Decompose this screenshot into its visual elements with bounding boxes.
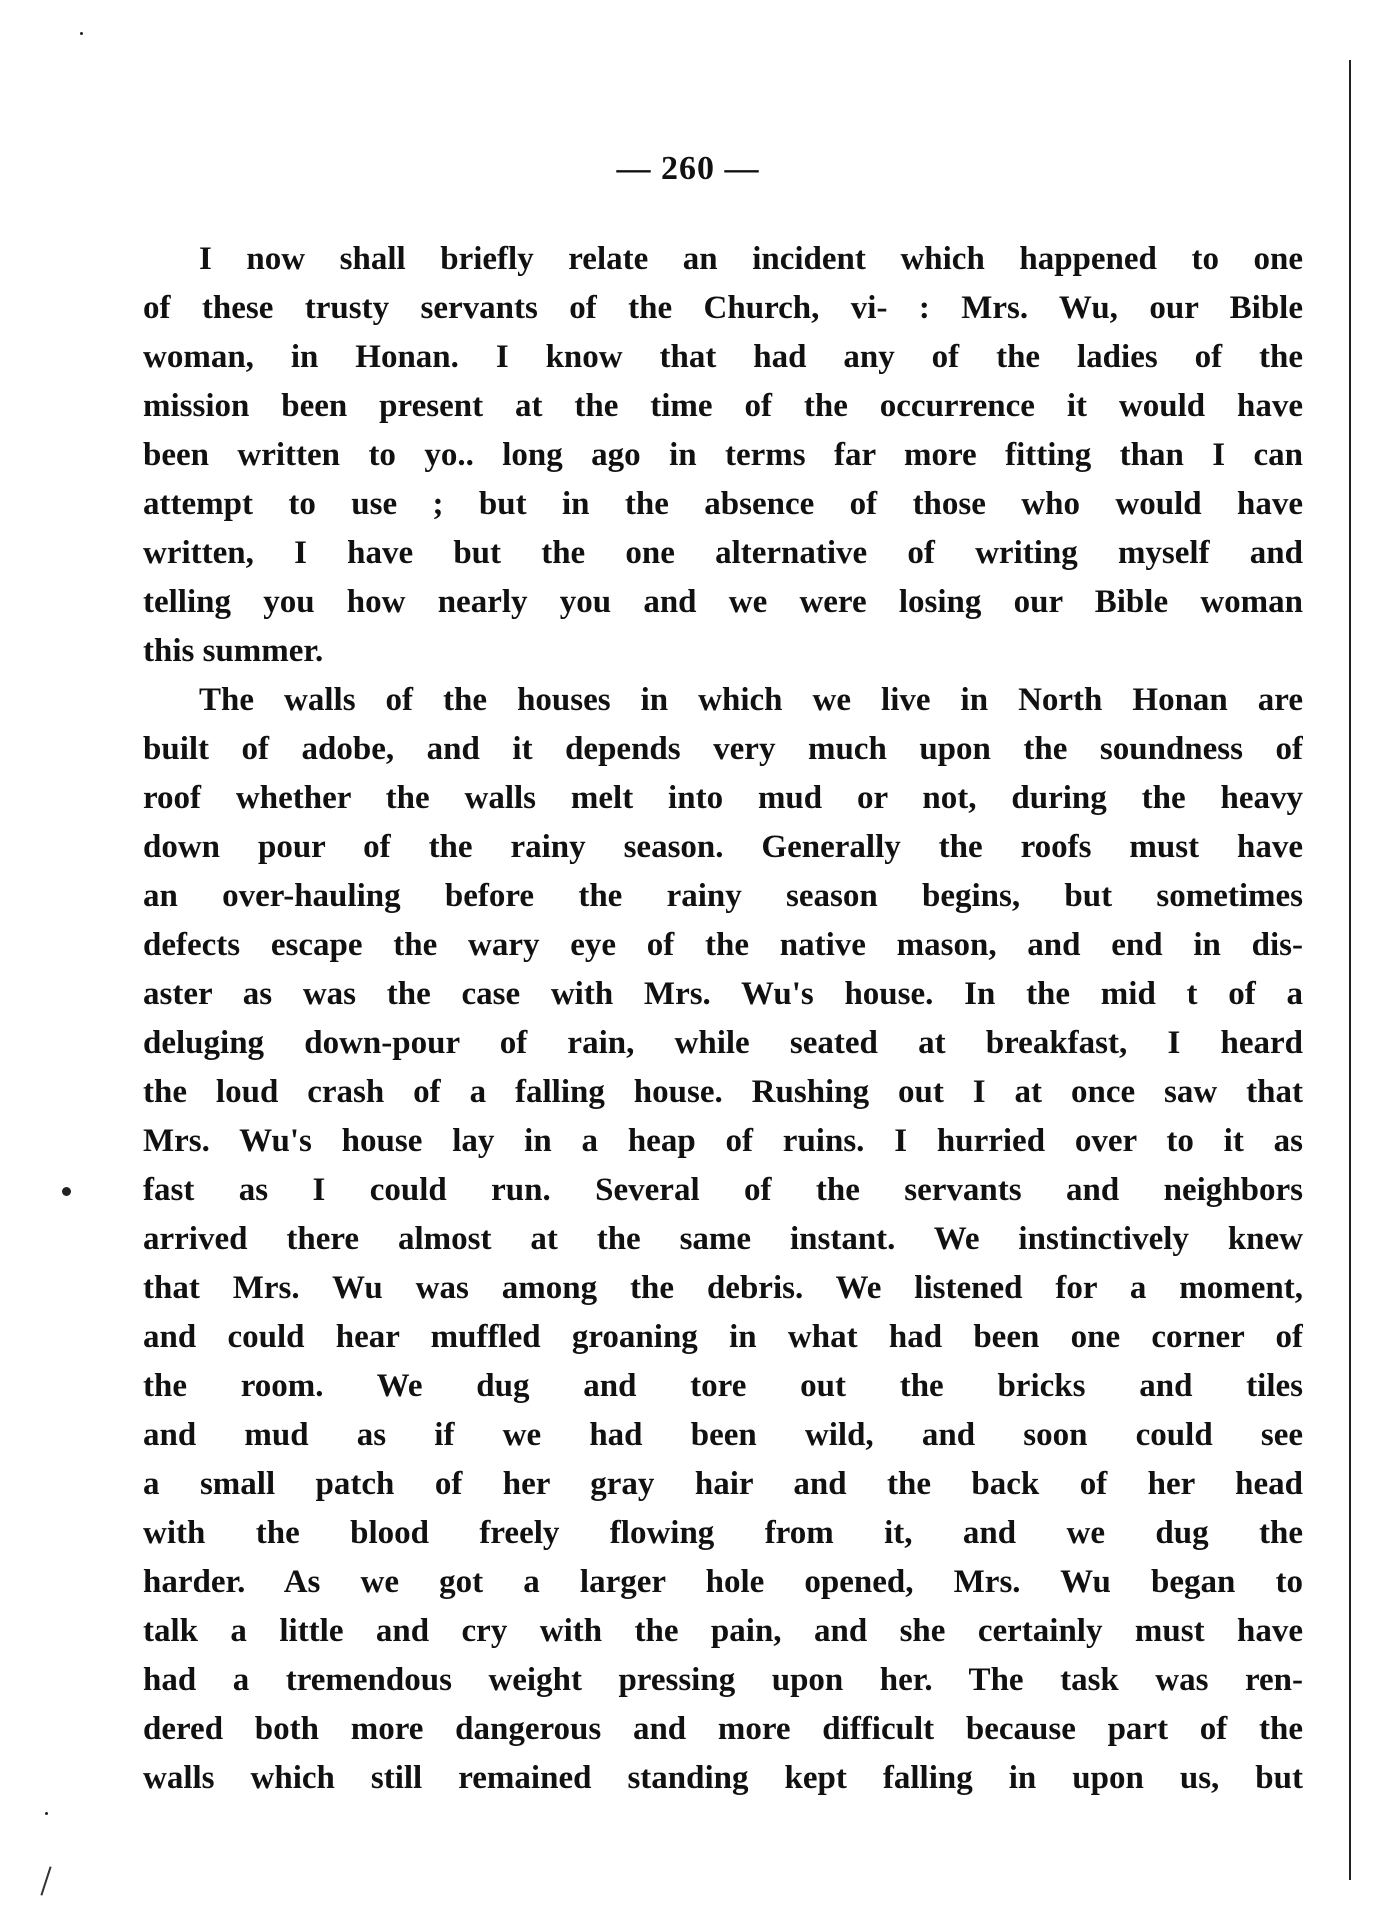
text-line: arrived there almost at the same instant. We instinctively knew — [143, 1221, 1303, 1257]
text-line: this summer. — [143, 633, 324, 669]
text-line: an over-hauling before the rainy season begins, but sometimes — [143, 878, 1303, 914]
text-line: walls which still remained standing kept falling in upon us, but — [143, 1760, 1303, 1796]
text-line: attempt to use ; but in the absence of those who would have — [143, 486, 1303, 522]
margin-speck — [80, 32, 83, 35]
text-line: dered both more dangerous and more difficult because part of the — [143, 1711, 1303, 1747]
text-line: talk a little and cry with the pain, and she certainly must have — [143, 1613, 1303, 1649]
margin-speck — [62, 1187, 71, 1196]
text-line: mission been present at the time of the occurrence it would have — [143, 388, 1303, 424]
text-line: and mud as if we had been wild, and soon could see — [143, 1417, 1303, 1453]
text-line: that Mrs. Wu was among the debris. We listened for a moment, — [143, 1270, 1303, 1306]
text-line: built of adobe, and it depends very much upon the soundness of — [143, 731, 1303, 767]
text-line: of these trusty servants of the Church, vi- : Mrs. Wu, our Bible — [143, 290, 1303, 326]
margin-speck — [45, 1812, 48, 1815]
text-line: down pour of the rainy season. Generally the roofs must have — [143, 829, 1303, 865]
text-line: harder. As we got a larger hole opened, Mrs. Wu began to — [143, 1564, 1303, 1600]
text-line: deluging down-pour of rain, while seated at breakfast, I heard — [143, 1025, 1303, 1061]
text-line: with the blood freely flowing from it, and we dug the — [143, 1515, 1303, 1551]
text-line: Mrs. Wu's house lay in a heap of ruins. I hurried over to it as — [143, 1123, 1303, 1159]
text-line: had a tremendous weight pressing upon her. The task was ren- — [143, 1662, 1303, 1698]
page-number: — 260 — — [616, 150, 760, 187]
text-line: the room. We dug and tore out the bricks and tiles — [143, 1368, 1303, 1404]
text-line: written, I have but the one alternative of writing myself and — [143, 535, 1303, 571]
margin-pen-mark — [40, 1866, 51, 1895]
body-text — [143, 235, 1303, 1803]
text-line: roof whether the walls melt into mud or not, during the heavy — [143, 780, 1303, 816]
text-line: I now shall briefly relate an incident which happened to one — [199, 241, 1303, 277]
text-line: and could hear muffled groaning in what had been one corner of — [143, 1319, 1303, 1355]
text-line: the loud crash of a falling house. Rushing out I at once saw that — [143, 1074, 1303, 1110]
text-line: been written to yo.. long ago in terms far more fitting than I can — [143, 437, 1303, 473]
page-edge-line — [1349, 60, 1351, 1880]
text-line: The walls of the houses in which we live in North Honan are — [199, 682, 1303, 718]
text-line: fast as I could run. Several of the servants and neighbors — [143, 1172, 1303, 1208]
text-line: defects escape the wary eye of the native mason, and end in dis- — [143, 927, 1303, 963]
text-line: a small patch of her gray hair and the back of her head — [143, 1466, 1303, 1502]
text-line: telling you how nearly you and we were losing our Bible woman — [143, 584, 1303, 620]
text-line: aster as was the case with Mrs. Wu's house. In the mid t of a — [143, 976, 1303, 1012]
text-line: woman, in Honan. I know that had any of the ladies of the — [143, 339, 1303, 375]
